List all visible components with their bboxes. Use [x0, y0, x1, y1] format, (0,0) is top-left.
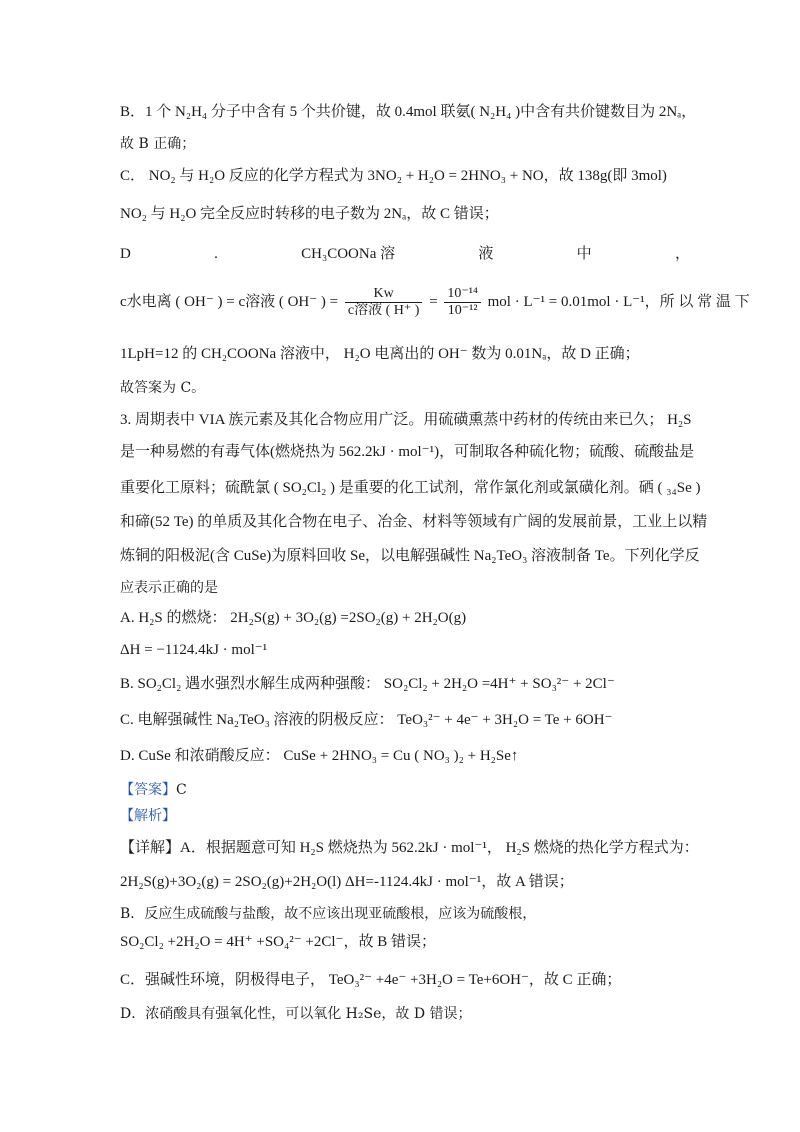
detail-line-1: [120, 838, 699, 858]
fraction-powers-numerator: 10⁻¹⁴: [444, 286, 480, 303]
fraction-powers: [444, 286, 480, 319]
d2-tail: 所 以 常 温 下: [659, 294, 750, 310]
fraction-kw-denominator: c溶液 ( H⁺ ): [347, 302, 420, 318]
analysis-tag: 【解析】: [120, 808, 176, 824]
question-3-line-5: 炼铜的阳极泥(含 CuSe)为原料回收 Se，以电解强碱性 Na₂TeO₃ 溶液制备 Te。下列化学反: [120, 548, 700, 564]
d1-part-3: 液: [478, 246, 494, 262]
option-c: C. 电解强碱性 Na₂TeO₃ 溶液的阴极反应： TeO₃²⁻ + 4e⁻ + 3H₂O = Te + 6OH⁻: [120, 712, 613, 728]
d2-left: c水电离 ( OH⁻ ) = c溶液 ( OH⁻ ) =: [120, 293, 339, 310]
option-d-line-1: [120, 244, 690, 264]
detail-line-2: 2H₂S(g)+3O₂(g) = 2SO₂(g)+2H₂O(l) ΔH=-1124.4kJ · mol⁻¹，故 A 错误；: [120, 874, 574, 890]
question-3-line-6: 应表示正确的是: [120, 580, 218, 596]
question-3-line-2: 是一种易燃的有毒气体(燃烧热为 562.2kJ · mol⁻¹)，可制取各种硫化物；硫酸、硫酸盐是: [120, 444, 695, 460]
fraction-kw-numerator: Kw: [345, 286, 423, 303]
option-d-formula-line: [120, 282, 750, 322]
fraction-powers-denominator: 10⁻¹²: [447, 302, 478, 318]
answer-tag: 【答案】: [120, 782, 176, 798]
detail-line-6: D．浓硝酸具有强氧化性，可以氧化 H₂Se，故 D 错误；: [120, 1006, 472, 1022]
d2-right: mol · L⁻¹ = 0.01mol · L⁻¹，: [487, 293, 660, 310]
detail-line-4: SO₂Cl₂ +2H₂O = 4H⁺ +SO₄²⁻ +2Cl⁻，故 B 错误；: [120, 934, 436, 950]
answer-line: [120, 780, 690, 800]
detail-a: A．根据题意可知 H₂S 燃烧热为 562.2kJ · mol⁻¹， H₂S 燃烧的热化学方程式为：: [180, 840, 699, 856]
detail-line-5: C．强碱性环境，阴极得电子， TeO₃²⁻ +4e⁻ +3H₂O = Te+6OH⁻，故 C 正确；: [120, 972, 622, 988]
answer-value: C: [176, 782, 187, 798]
option-a-line-1: A. H₂S 的燃烧： 2H₂S(g) + 3O₂(g) =2SO₂(g) + 2H₂O(g): [120, 610, 467, 626]
detail-tag: 【详解】: [120, 840, 181, 856]
option-d-line-3: 1LpH=12 的 CH₂COONa 溶液中， H₂O 电离出的 OH⁻ 数为 0.01Nₐ，故 D 正确；: [120, 346, 640, 362]
option-a-line-2: ΔH = −1124.4kJ · mol⁻¹: [120, 642, 268, 658]
question-3-line-3: 重要化工原料；硫酰氯 ( SO₂Cl₂ ) 是重要的化工试剂，常作氯化剂或氯磺化剂。硒 ( ₃₄Se ): [120, 480, 701, 496]
detail-line-3: B．反应生成硫酸与盐酸，故不应该出现亚硫酸根，应该为硫酸根，: [120, 906, 537, 922]
d1-part-0: D: [120, 246, 131, 262]
d1-part-4: 中: [576, 246, 592, 262]
d2-formula: c水电离 ( OH⁻ ) = c溶液 ( OH⁻ ) = $\frac{Kw}{\text{c溶液 ( H⁺ )}}$ = $\frac{\text{10⁻¹⁴}}{\text{10⁻¹²}}$ mol · L⁻¹ = 0.01mol · L⁻¹，: [120, 285, 660, 318]
option-b-line-1: B．1 个 N₂H₄ 分子中含有 5 个共价键，故 0.4mol 联氨( N₂H₄ )中含有共价键数目为 2Nₐ，: [120, 104, 697, 120]
d1-part-5: ，: [674, 246, 690, 262]
option-b-line-2: 故 B 正确；: [120, 136, 196, 152]
fraction-kw: [345, 286, 423, 319]
answer-summary: 故答案为 C。: [120, 380, 206, 396]
question-3-line-1: 3. 周期表中 VIA 族元素及其化合物应用广泛。用硫磺熏蒸中药材的传统由来已久； H₂S: [120, 412, 692, 428]
d1-part-1: .: [214, 246, 218, 262]
question-3-line-4: 和碲(52 Te) 的单质及其化合物在电子、冶金、材料等领域有广阔的发展前景，工业上以精: [120, 514, 708, 530]
option-b: B. SO₂Cl₂ 遇水强烈水解生成两种强酸： SO₂Cl₂ + 2H₂O =4H⁺ + SO₃²⁻ + 2Cl⁻: [120, 676, 615, 692]
option-c-line-1: C． NO₂ 与 H₂O 反应的化学方程式为 3NO₂ + H₂O = 2HNO₃ + NO，故 138g(即 3mol): [120, 168, 667, 184]
option-d: D. CuSe 和浓硝酸反应： CuSe + 2HNO₃ = Cu ( NO₃ )₂ + H₂Se↑: [120, 748, 519, 764]
d1-part-2: CH₃COONa 溶: [301, 246, 396, 262]
option-c-line-2: NO₂ 与 H₂O 完全反应时转移的电子数为 2Nₐ，故 C 错误；: [120, 206, 499, 222]
